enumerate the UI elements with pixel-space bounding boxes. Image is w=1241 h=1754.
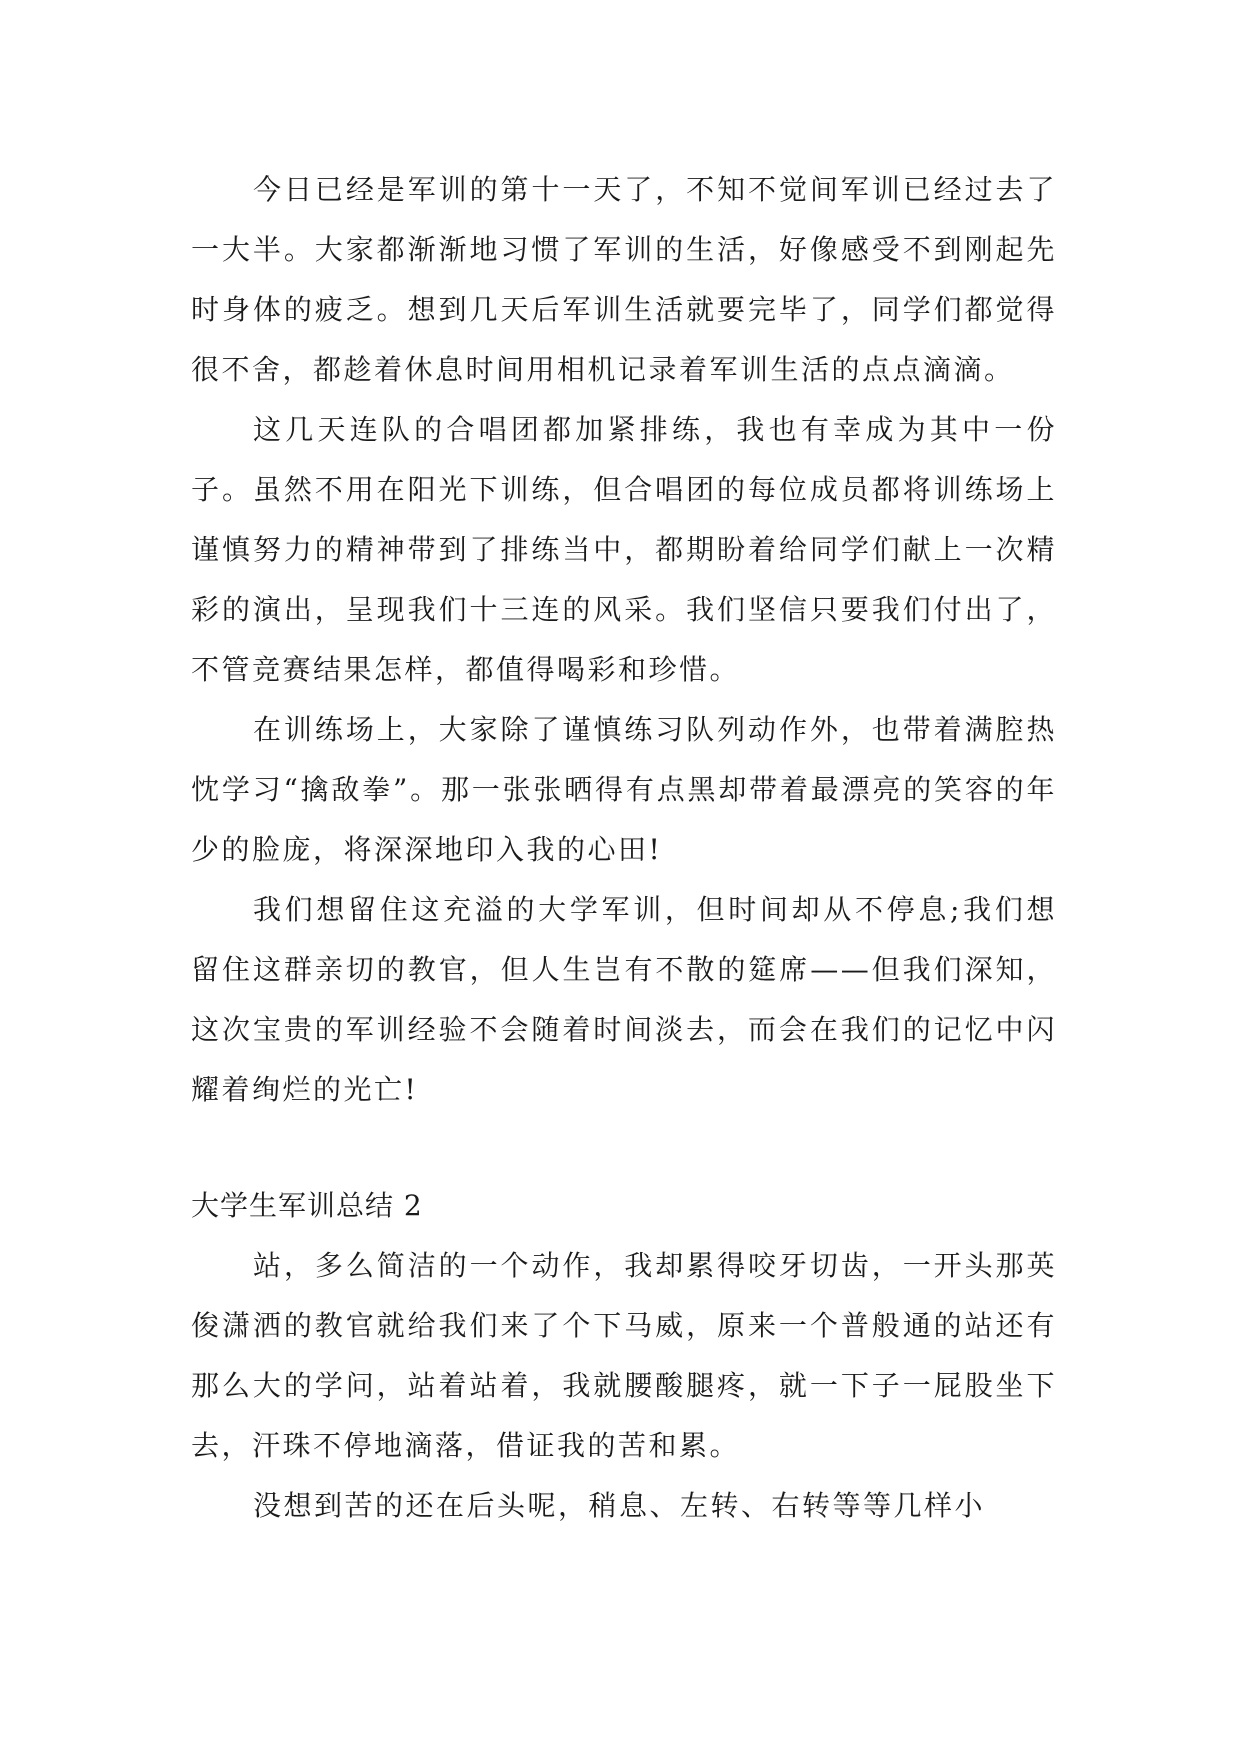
paragraph: 这几天连队的合唱团都加紧排练，我也有幸成为其中一份子。虽然不用在阳光下训练，但合唱团的每位成员都将训练场上谨慎努力的精神带到了排练当中，都期盼着给同学们献上一次精彩的演出，呈现我们十三连的风采。我们坚信只要我们付出了，不管竞赛结果怎样，都值得喝彩和珍惜。 <box>191 413 1057 686</box>
paragraph: 站，多么简洁的一个动作，我却累得咬牙切齿，一开头那英俊潇洒的教官就给我们来了个下马威，原来一个普般通的站还有那么大的学问，站着站着，我就腰酸腿疼，就一下子一屁股坐下去，汗珠不停地滴落，借证我的苦和累。 <box>191 1249 1057 1462</box>
paragraph: 在训练场上，大家除了谨慎练习队列动作外，也带着满腔热忱学习“擒敌拳”。那一张张晒得有点黑却带着最漂亮的笑容的年少的脸庞，将深深地印入我的心田! <box>191 713 1057 866</box>
section-heading: 大学生军训总结 2 <box>191 1189 423 1222</box>
document-body <box>191 160 1057 1536</box>
paragraph: 今日已经是军训的第十一天了，不知不觉间军训已经过去了一大半。大家都渐渐地习惯了军训的生活，好像感受不到刚起先时身体的疲乏。想到几天后军训生活就要完毕了，同学们都觉得很不舍，都趁着休息时间用相机记录着军训生活的点点滴滴。 <box>191 173 1057 386</box>
paragraph: 没想到苦的还在后头呢，稍息、左转、右转等等几样小 <box>253 1489 986 1522</box>
paragraph: 我们想留住这充溢的大学军训，但时间却从不停息;我们想留住这群亲切的教官，但人生岂有不散的筵席——但我们深知，这次宝贵的军训经验不会随着时间淡去，而会在我们的记忆中闪耀着绚烂的光亡! <box>191 893 1057 1106</box>
